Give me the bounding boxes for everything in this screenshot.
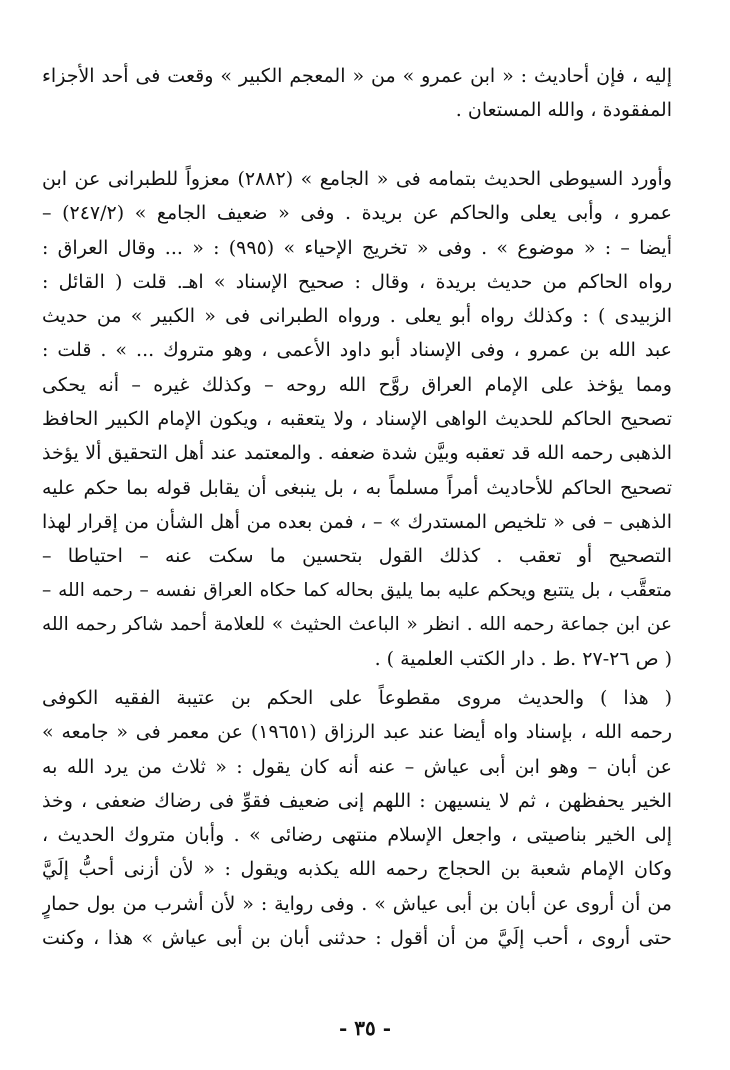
text-line: الذهبى رحمه الله قد تعقبه وبيَّن شدة ضعفه . والمعتمد عند أهل التحقيق ألا يؤخذ (42, 442, 672, 465)
text-line: وأورد السيوطى الحديث بتمامه فى « الجامع » (٢٨٨٢) معزواً للطبرانى عن ابن (42, 168, 672, 190)
text-line: ( هذا ) والحديث مروى مقطوعاً على الحكم بن عتيبة الفقيه الكوفى (42, 687, 672, 709)
text-line: رحمه الله ، بإسناد واه أيضا عند عبد الرزاق (١٩٦٥١) عن معمر فى « جامعه » (42, 721, 672, 744)
text-line: أيضا – : « موضوع » . وفى « تخريج الإحياء » (٩٩٥) : « ... وقال العراق : (42, 236, 672, 259)
text-line: المفقودة ، والله المستعان . (455, 99, 672, 122)
text-line: إلى الخير بناصيتى ، واجعل الإسلام منتهى رضائى » . وأبان متروك الحديث ، (42, 824, 672, 847)
paragraph-2 (42, 162, 672, 676)
text-line: تصحيح الحاكم للأحاديث أمراً مسلماً به ، بل ينبغى أن يقابل قوله بما حكم عليه (42, 476, 672, 499)
text-line: عبد الله بن عمرو ، وفى الإسناد أبو داود الأعمى ، وهو متروك ... » . قلت : (42, 339, 672, 362)
text-line: من أن أروى عن أبان بن أبى عياش » . وفى رواية : « لأن أشرب من بول حمارٍ (42, 892, 672, 915)
text-line: إليه ، فإن أحاديث : « ابن عمرو » من « المعجم الكبير » وقعت فى أحد الأجزاء (42, 65, 672, 87)
text-line: رواه الحاكم من حديث بريدة ، وقال : صحيح الإسناد » اهـ. قلت ( القائل : (42, 270, 672, 293)
text-line: وكان الإمام شعبة بن الحجاج رحمه الله يكذبه ويقول : « لأن أزنى أحبُّ إلَيَّ (42, 858, 672, 881)
text-line: الذهبى – فى « تلخيص المستدرك » – ، فمن بعده من أهل الشأن من إقرار لهذا (42, 510, 672, 533)
paragraph-1 (42, 59, 672, 128)
text-line: الزبيدى ) : وكذلك رواه أبو يعلى . ورواه الطبرانى فى « الكبير » من حديث (42, 305, 672, 328)
text-line: ومما يؤخذ على الإمام العراق روَّح الله روحه – وكذلك غيره – أنه يحكى (42, 373, 672, 396)
page-number: - ٣٥ - (338, 1016, 391, 1040)
text-line: متعقَّب ، بل يتتبع ويحكم عليه بما يليق بحاله كما حكاه العراق نفسه – رحمه الله – (42, 579, 672, 601)
text-line: تصحيح الحاكم للحديث الواهى الإسناد ، ولا يتعقبه ، ويكون الإمام الكبير الحافظ (42, 408, 672, 431)
text-line: عن أبان – وهو ابن أبى عياش – عنه أنه كان يقول : « ثلاث من يرد الله به (42, 755, 672, 778)
text-line: ( ص ٢٦-٢٧ .ط . دار الكتب العلمية ) . (374, 648, 672, 671)
text-line: حتى أروى ، أحب إلَيَّ من أن أقول : حدثنى أبان بن أبى عياش » هذا ، وكنت (42, 927, 672, 950)
text-line: الخير يحفظهن ، ثم لا ينسيهن : اللهم إنى ضعيف فقوِّ فى رضاك ضعفى ، وخذ (42, 789, 672, 812)
paragraph-3 (42, 681, 672, 955)
text-line: عمرو ، وأبى يعلى والحاكم عن بريدة . وفى « ضعيف الجامع » (٢٤٧/٢) – (42, 202, 672, 225)
text-line: عن ابن جماعة رحمه الله . انظر « الباعث الحثيث » للعلامة أحمد شاكر رحمه الله (42, 613, 672, 635)
text-line: التصحيح أو تعقب . كذلك القول بتحسين ما سكت عنه – احتياطا – (42, 545, 672, 568)
